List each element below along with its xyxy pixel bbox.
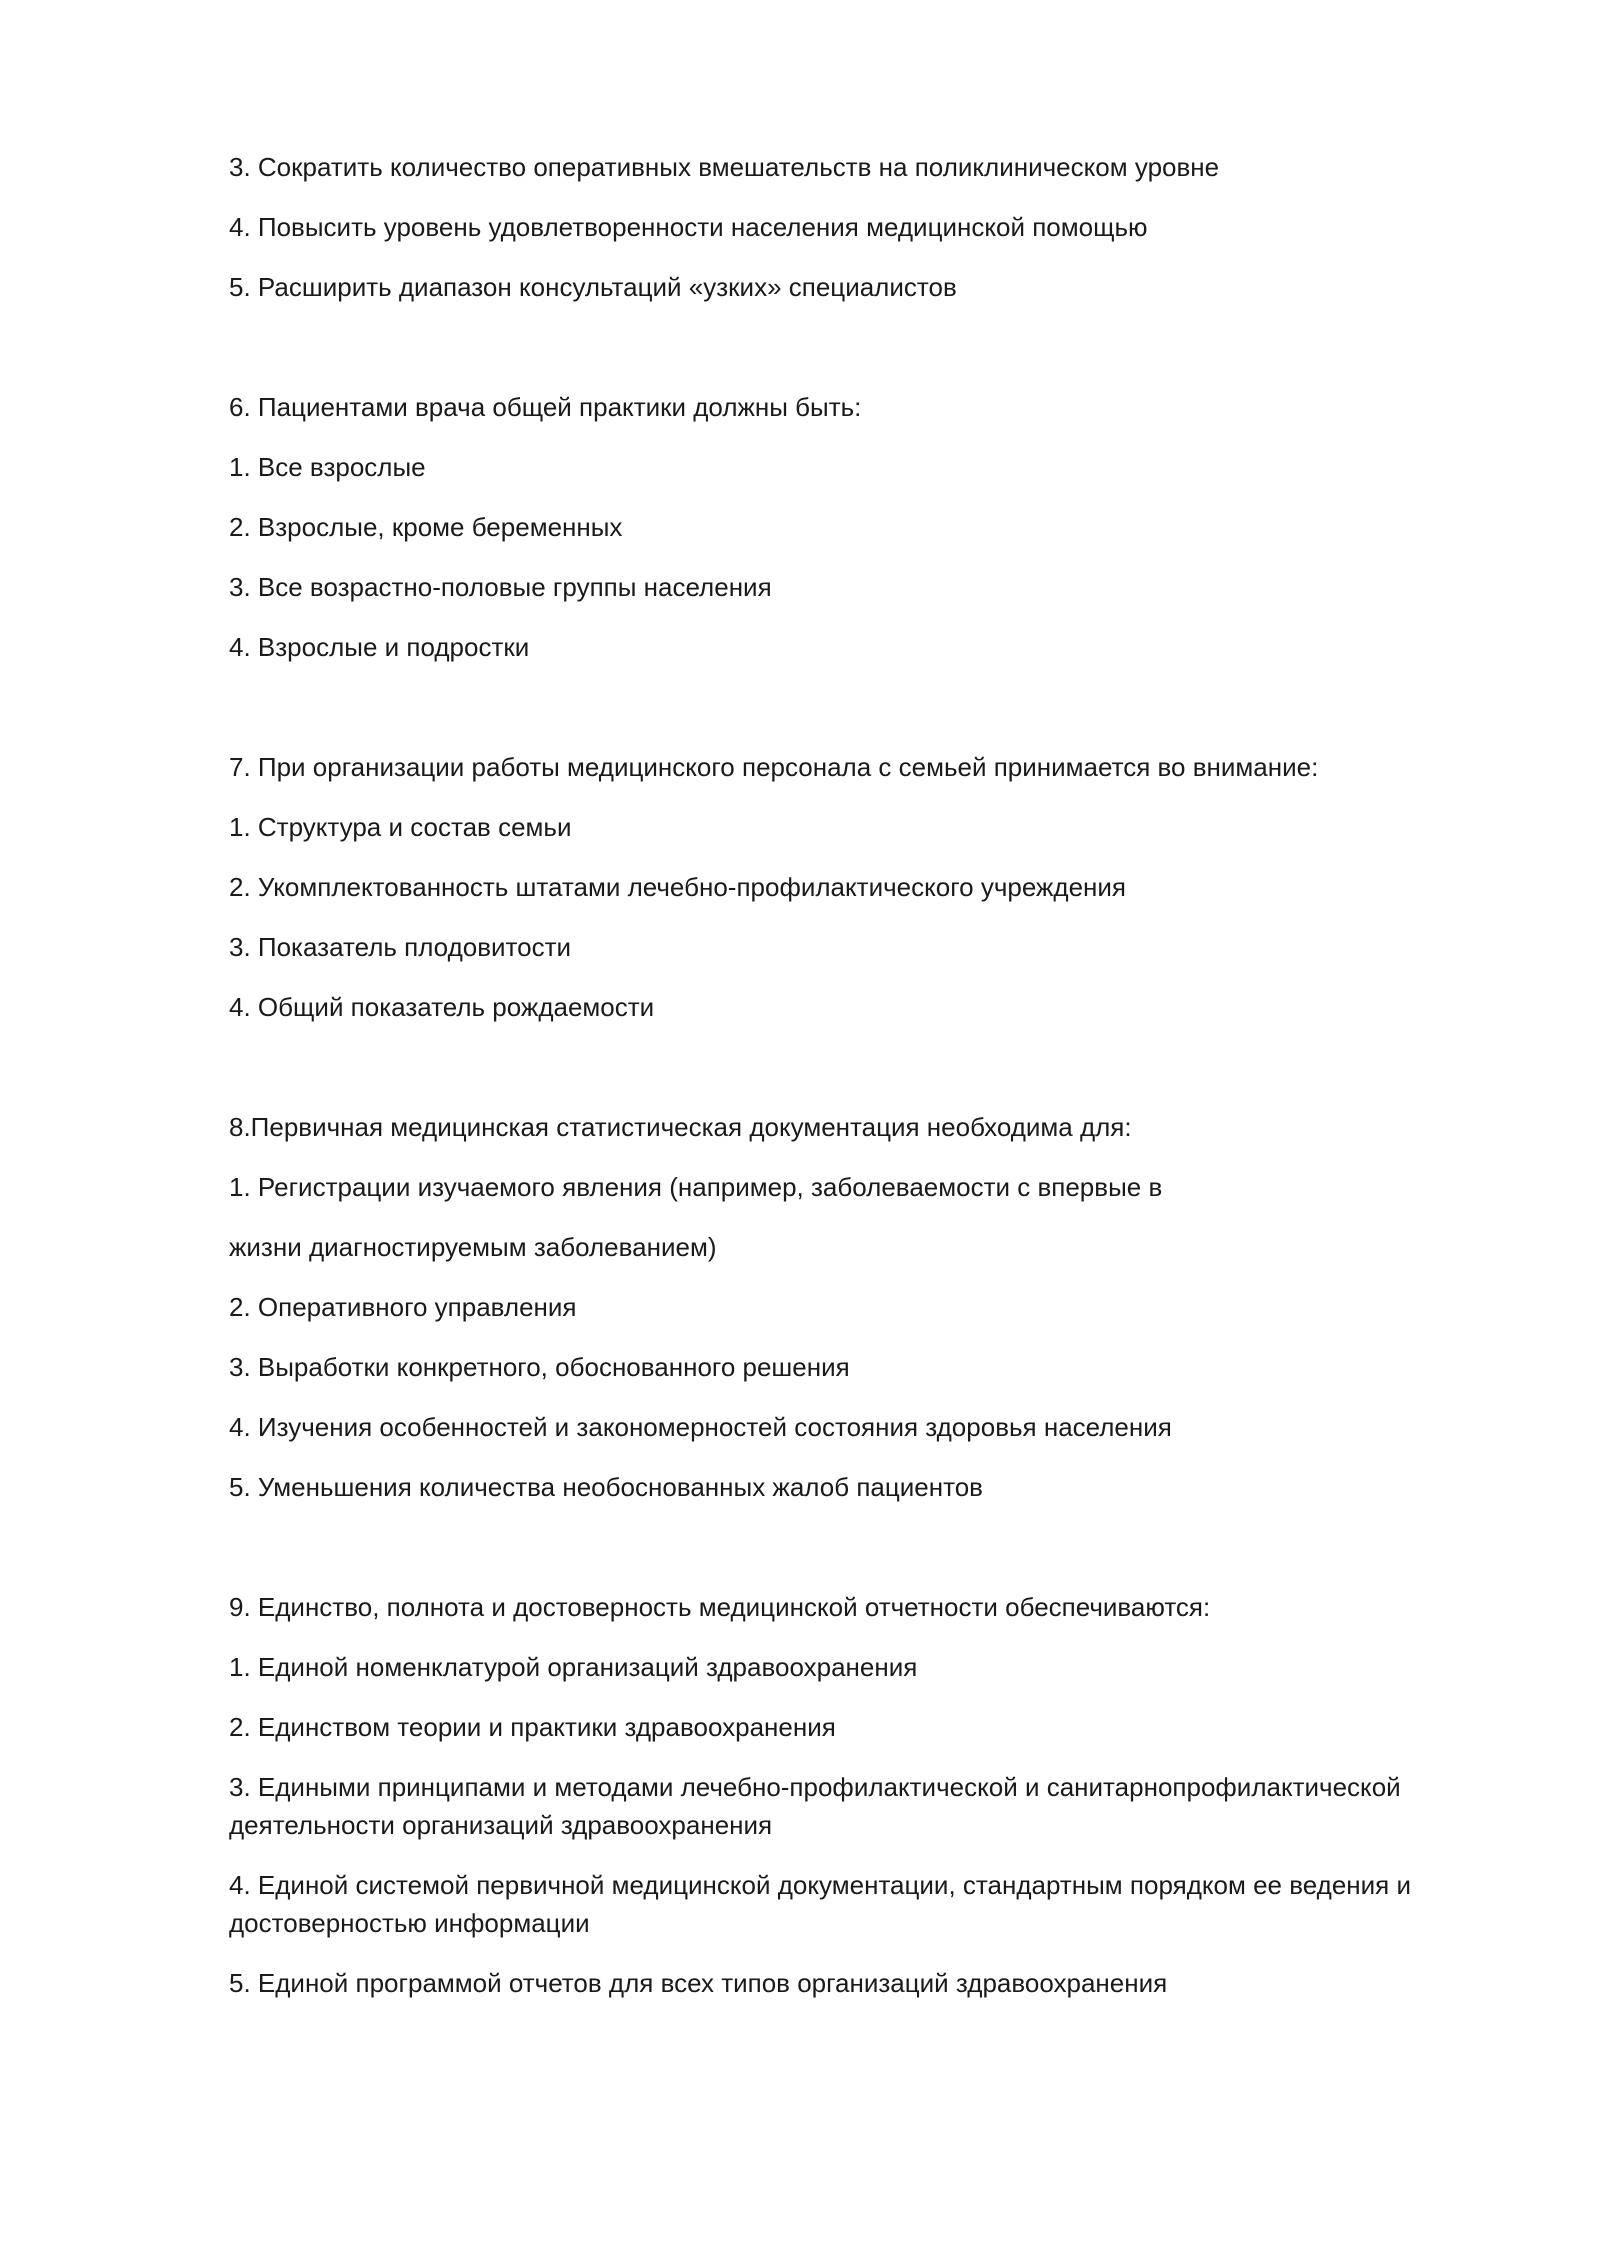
answer-option: 1. Единой номенклатурой организаций здравоохранения [229,1652,918,1682]
answer-option: 3. Сократить количество оперативных вмешательств на поликлиническом уровне [229,152,1220,182]
answer-option: 2. Взрослые, кроме беременных [229,512,623,542]
answer-option: 1. Регистрации изучаемого явления (например, заболеваемости с впервые в [229,1172,1163,1202]
answer-option: 2. Оперативного управления [229,1292,577,1322]
answer-option: 4. Изучения особенностей и закономерностей состояния здоровья населения [229,1412,1172,1442]
answer-option: 4. Единой системой первичной медицинской документации, стандартным порядком ее ведения и достоверностью информации [229,1870,1411,1938]
answer-option: 3. Все возрастно-половые группы населения [229,572,772,602]
question-8: 8.Первичная медицинская статистическая документация необходима для: [229,1112,1132,1142]
answer-option-continuation: жизни диагностируемым заболеванием) [229,1232,717,1262]
answer-option: 2. Укомплектованность штатами лечебно-профилактического учреждения [229,872,1126,902]
question-7: 7. При организации работы медицинского персонала с семьей принимается во внимание: [229,752,1319,782]
answer-option: 4. Взрослые и подростки [229,632,530,662]
answer-option: 4. Общий показатель рождаемости [229,992,655,1022]
answer-option: 2. Единством теории и практики здравоохранения [229,1712,836,1742]
answer-option: 1. Все взрослые [229,452,426,482]
question-9: 9. Единство, полнота и достоверность медицинской отчетности обеспечиваются: [229,1592,1211,1622]
answer-option: 3. Едиными принципами и методами лечебно-профилактической и санитарнопрофилактической деятельности организаций здравоохранения [229,1772,1401,1840]
question-6: 6. Пациентами врача общей практики должны быть: [229,392,862,422]
document-body [229,148,1499,2024]
answer-option: 1. Структура и состав семьи [229,812,572,842]
answer-option: 5. Уменьшения количества необоснованных жалоб пациентов [229,1472,983,1502]
answer-option: 3. Показатель плодовитости [229,932,572,962]
answer-option: 3. Выработки конкретного, обоснованного решения [229,1352,850,1382]
answer-option: 5. Расширить диапазон консультаций «узких» специалистов [229,272,957,302]
answer-option: 5. Единой программой отчетов для всех типов организаций здравоохранения [229,1968,1168,1998]
answer-option: 4. Повысить уровень удовлетворенности населения медицинской помощью [229,212,1148,242]
